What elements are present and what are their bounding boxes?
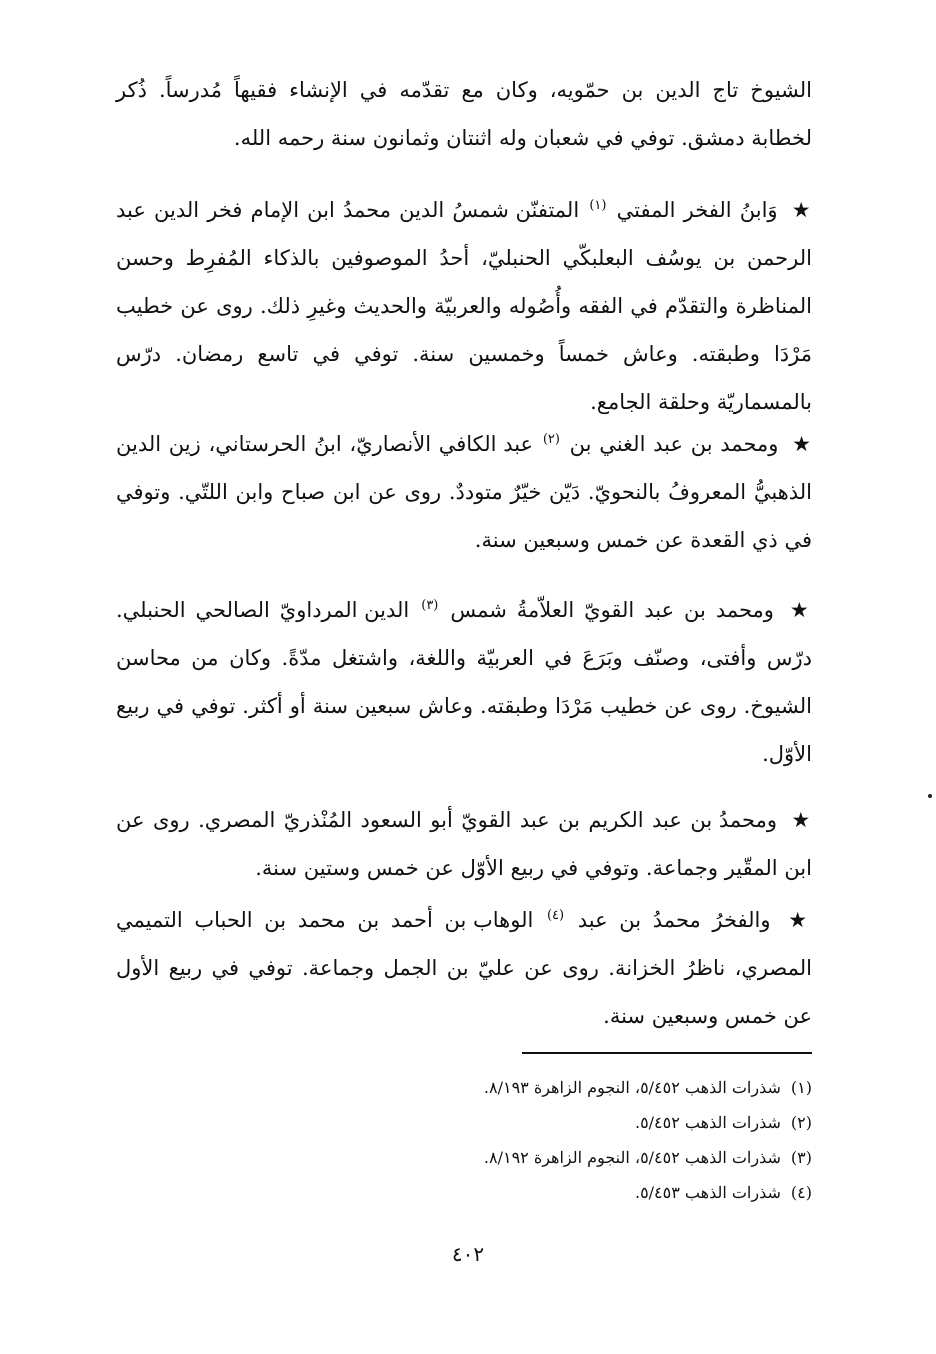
entry-al-harastani — [116, 420, 812, 564]
footnote-1 — [116, 1070, 812, 1105]
entry-text-before: ومحمدُ بن عبد الكريم بن عبد القويّ أبو السعود المُنْذريّ المصري. روى عن ابن المقّير وجماعة. وتوفي في ربيع الأوّل عن خمس وستين سنة. — [116, 808, 812, 880]
footnote-divider — [522, 1052, 812, 1054]
entry-star-icon: ★ — [789, 598, 812, 622]
footnote-4 — [116, 1175, 812, 1210]
footnote-2 — [116, 1105, 812, 1140]
footnotes-section — [116, 1070, 812, 1210]
entry-star-icon: ★ — [791, 808, 812, 832]
footnote-reference-4: (٤) — [546, 908, 565, 923]
entry-al-tamimi — [116, 896, 812, 1040]
intro-text: الشيوخ تاج الدين بن حمّويه، وكان مع تقدّمه في الإنشاء فقيهاً مُدرساً. ذُكر لخطابة دمشق. توفي في شعبان وله اثنتان وثمانون سنة رحمه الله. — [116, 78, 812, 150]
entry-star-icon: ★ — [791, 198, 813, 222]
entry-text-before: وَابنُ الفخر المفتي — [616, 198, 778, 222]
footnote-3 — [116, 1140, 812, 1175]
entry-text-after: عبد الكافي الأنصاريّ، ابنُ الحرستاني، زين الدين الذهبيُّ المعروفُ بالنحويّ. دَيّن خيّرٌ متوددٌ. روى عن ابن صباح وابن اللتّي. وتوفي في ذي القعدة عن خمس وسبعين سنة. — [116, 432, 812, 552]
entry-al-mardawi — [116, 586, 812, 778]
footnote-reference-3: (٣) — [421, 598, 439, 613]
entry-text-before: والفخرُ محمدُ بن عبد — [577, 908, 771, 932]
entry-al-mundhiri — [116, 796, 812, 892]
intro-paragraph — [116, 66, 812, 162]
footnote-reference-2: (٢) — [542, 432, 560, 447]
entry-star-icon: ★ — [788, 908, 813, 932]
entry-text-after: المتفنّن شمسُ الدين محمدُ ابن الإمام فخر الدين عبد الرحمن بن يوسُف البعلبكّي الحنبليّ، أحدُ الموصوفين بالذكاء المُفرِط وحسن المناظرة والتقدّم في الفقه وأُصُوله والعربيّة والحديث وغيرِ ذلك. روى عن خطيب مَرْدَا وطبقته. وعاش خمساً وخمسين سنة. توفي في تاسع رمضان. درّس بالمسماريّة وحلقة الجامع. — [116, 198, 812, 414]
footnote-text: شذرات الذهب ٥/٤٥٢، النجوم الزاهرة ٨/١٩٣. — [483, 1078, 781, 1097]
footnote-text: شذرات الذهب ٥/٤٥٢، النجوم الزاهرة ٨/١٩٢. — [483, 1148, 781, 1167]
footnote-text: شذرات الذهب ٥/٤٥٢. — [634, 1113, 781, 1132]
entry-text-after: الدين المرداويّ الصالحي الحنبلي. درّس وأفتى، وصنّف وبَرَعَ في العربيّة واللغة، واشتغل مدّةً. وكان من محاسن الشيوخ. روى عن خطيب مَرْدَا وطبقته. وعاش سبعين سنة أو أكثر. توفي في ربيع الأوّل. — [116, 598, 812, 766]
footnote-reference-1: (١) — [589, 198, 607, 213]
page-number: ٤٠٢ — [451, 1242, 485, 1266]
footnote-number: (٣) — [790, 1148, 812, 1167]
entry-star-icon: ★ — [792, 432, 812, 456]
ink-speck — [928, 794, 932, 798]
entry-text-after: الوهاب بن أحمد بن محمد بن الحباب التميمي المصري، ناظرُ الخزانة. روى عن عليّ بن الجمل وجماعة. توفي في ربيع الأول عن خمس وسبعين سنة. — [116, 908, 812, 1028]
entry-text-before: ومحمد بن عبد القويّ العلاّمةُ شمس — [450, 598, 774, 622]
footnote-number: (٤) — [790, 1183, 812, 1202]
footnote-text: شذرات الذهب ٥/٤٥٣. — [634, 1183, 781, 1202]
footnote-number: (١) — [790, 1078, 812, 1097]
entry-ibn-al-fakhr — [116, 186, 812, 426]
footnote-number: (٢) — [790, 1113, 812, 1132]
entry-text-before: ومحمد بن عبد الغني بن — [569, 432, 779, 456]
